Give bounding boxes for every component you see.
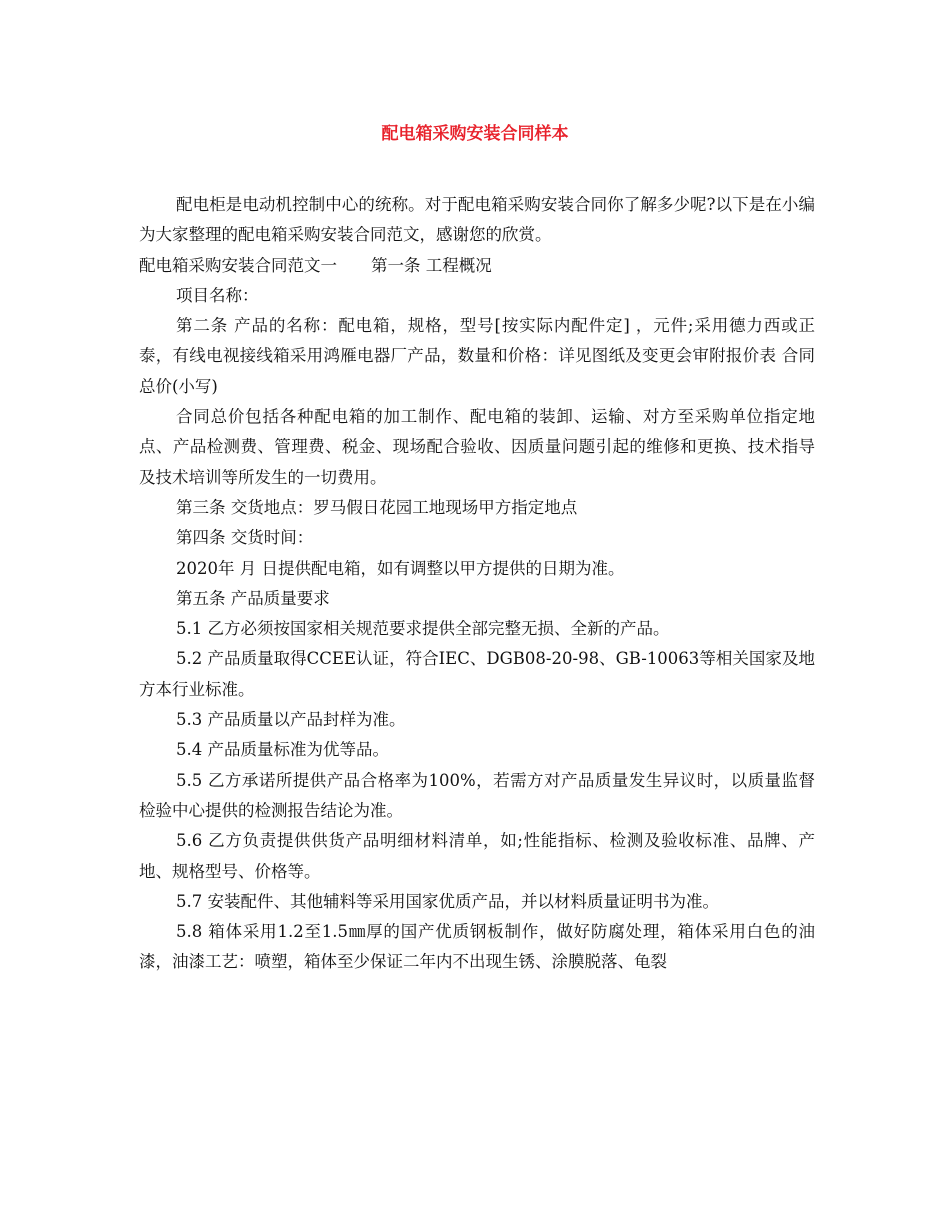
paragraph-item-5-5: 5.5 乙方承诺所提供产品合格率为100%，若需方对产品质量发生异议时，以质量监督检验中心提供的检测报告结论为准。	[139, 770, 815, 820]
paragraph-item-5-6: 5.6 乙方负责提供供货产品明细材料清单，如;性能指标、检测及验收标准、品牌、产地、规格型号、价格等。	[139, 831, 815, 881]
contract-sample-heading: 配电箱采购安装合同范文一	[139, 255, 337, 275]
article-1-heading: 第一条 工程概况	[371, 255, 492, 275]
paragraph-item-5-2: 5.2 产品质量取得CCEE认证，符合IEC、DGB08-20-98、GB-10063等相关国家及地 方本行业标准。	[139, 649, 815, 699]
paragraph-intro: 配电柜是电动机控制中心的统称。对于配电箱采购安装合同你了解多少呢?以下是在小编为大家整理的配电箱采购安装合同范文，感谢您的欣赏。	[139, 195, 815, 245]
paragraph-item-5-1: 5.1 乙方必须按国家相关规范要求提供全部完整无损、全新的产品。	[176, 619, 670, 639]
paragraph-article-2: 第二条 产品的名称：配电箱，规格，型号[按实际内配件定] ，元件;采用德力西或正泰，有线电视接线箱采用鸿雁电器厂产品，数量和价格：详见图纸及变更会审附报价表 合同总价(小写)	[139, 316, 815, 396]
paragraph-delivery-date: 2020年 月 日提供配电箱，如有调整以甲方提供的日期为准。	[176, 558, 625, 578]
document-body	[139, 190, 815, 978]
paragraph-item-5-4: 5.4 产品质量标准为优等品。	[176, 740, 389, 760]
paragraph-article-3: 第三条 交货地点：罗马假日花园工地现场甲方指定地点	[176, 497, 578, 517]
paragraph-total-price: 合同总价包括各种配电箱的加工制作、配电箱的装卸、运输、对方至采购单位指定地点、产品检测费、管理费、税金、现场配合验收、因质量问题引起的维修和更换、技术指导及技术培训等所发生的一切费用。	[139, 407, 815, 487]
paragraph-article-5: 第五条 产品质量要求	[176, 588, 330, 608]
paragraph-item-5-3: 5.3 产品质量以产品封样为准。	[176, 710, 406, 730]
paragraph-item-5-8: 5.8 箱体采用1.2至1.5㎜厚的国产优质钢板制作，做好防腐处理，箱体采用白色的油漆，油漆工艺：喷塑，箱体至少保证二年内不出现生锈、涂膜脱落、龟裂	[139, 922, 815, 972]
document-title: 配电箱采购安装合同样本	[381, 124, 569, 144]
paragraph-heading-a	[139, 251, 815, 281]
paragraph-item-5-7: 5.7 安装配件、其他辅料等采用国家优质产品，并以材料质量证明书为准。	[176, 891, 719, 911]
paragraph-article-4: 第四条 交货时间：	[176, 528, 314, 548]
paragraph-project-name: 项目名称：	[176, 285, 259, 305]
